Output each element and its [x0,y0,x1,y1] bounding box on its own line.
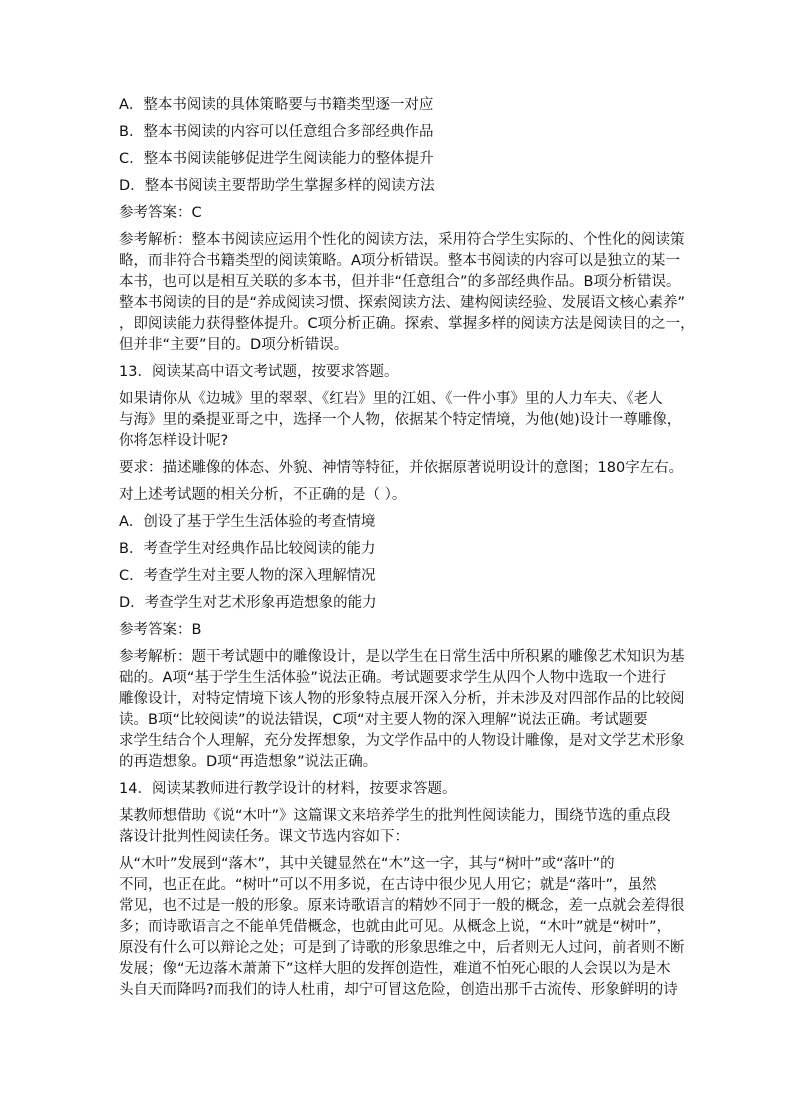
text-line: 整本书阅读的目的是“养成阅读习惯、探索阅读方法、建构阅读经验、发展语文核心素养” [119,295,686,311]
q12-answer [119,203,684,224]
q12-option-d [119,176,684,197]
text-line: 不同，也正在此。“树叶”可以不用多说，在古诗中很少见人用它；就是“落叶”，虽然 [119,877,657,893]
q13-question [119,485,684,506]
text-line: 础的。A项“基于学生生活体验”说法正确。考试题要求学生从四个人物中选取一个进行 [119,670,666,686]
text-line: D．考查学生对艺术形象再造想象的能力 [119,595,377,611]
q13-material [119,389,684,452]
text-line: 发展；像“无边落木萧萧下”这样大胆的发挥创造性，难道不怕死心眼的人会误以为是木 [119,961,671,977]
text-line: ，即阅读能力获得整体提升。C项分析正确。探索、掌握多样的阅读方法是阅读目的之一， [119,316,695,332]
q12-option-a [119,95,684,116]
q14-title [119,779,684,800]
text-line: C．整本书阅读能够促进学生阅读能力的整体提升 [119,151,434,167]
text-line: 与海》里的桑提亚哥之中，选择一个人物，依据某个特定情境，为他(她)设计一尊雕像， [119,412,682,428]
text-line: B．考查学生对经典作品比较阅读的能力 [119,541,376,557]
text-line: 读。B项“比较阅读”的说法错误，C项“对主要人物的深入理解”说法正确。考试题要 [119,712,648,728]
text-line: 某教师想借助《说“木叶”》这篇课文来培养学生的批判性阅读能力，围绕节选的重点段 [119,808,671,824]
text-line: 落设计批判性阅读任务。课文节选内容如下： [119,829,409,845]
q13-answer [119,620,684,641]
text-line: A．整本书阅读的具体策略要与书籍类型逐一对应 [119,97,434,113]
text-line: 13．阅读某高中语文考试题，按要求答题。 [119,364,399,380]
text-line: C．考查学生对主要人物的深入理解情况 [119,568,376,584]
text-line: 的再造想象。D项“再造想象”说法正确。 [119,754,378,770]
text-line: 常见，也不过是一般的形象。原来诗歌语言的精妙不同于一般的概念，差一点就会差得很 [119,898,685,914]
text-line: B．整本书阅读的内容可以任意组合多部经典作品 [119,124,434,140]
text-line: 但并非“主要”目的。D项分析错误。 [119,337,349,353]
text-line: 你将怎样设计呢? [119,433,229,449]
text-line: 头自天而降吗?而我们的诗人杜甫，却宁可冒这危险，创造出那千古流传、形象鲜明的诗 [119,982,678,998]
q12-option-c [119,149,684,170]
text-line: 原没有什么可以辩论之处；可是到了诗歌的形象思维之中，后者则无人过问，前者则不断 [119,940,685,956]
text-line: 本书，也可以是相互关联的多本书，但并非“任意组合”的多部经典作品。B项分析错误。 [119,274,681,290]
text-line: 参考解析：整本书阅读应运用个性化的阅读方法，采用符合学生实际的、个性化的阅读策 [119,232,685,248]
q13-analysis [119,647,684,773]
text-line: 要求：描述雕像的体态、外貌、神情等特征，并依据原著说明设计的意图；180字左右。 [119,460,684,476]
text-line: 求学生结合个人理解，充分发挥想象，为文学作品中的人物设计雕像，是对文学艺术形象 [119,733,685,749]
text-line: D．整本书阅读主要帮助学生掌握多样的阅读方法 [119,178,435,194]
q13-title [119,362,684,383]
q13-option-b [119,539,684,560]
text-line: 如果请你从《边城》里的翠翠、《红岩》里的江姐、《一件小事》里的人力车夫、《老人 [119,391,663,407]
q14-material [119,806,684,848]
text-line: 多；而诗歌语言之不能单凭借概念，也就由此可见。从概念上说，“木叶”就是“树叶”， [119,919,672,935]
document-page [119,95,695,1007]
q14-excerpt [119,854,684,1001]
text-line: 14．阅读某教师进行教学设计的材料，按要求答题。 [119,781,457,797]
q13-option-a [119,512,684,533]
q13-option-d [119,593,684,614]
text-line: 对上述考试题的相关分析，不正确的是（ ）。 [119,487,407,503]
q13-option-c [119,566,684,587]
text-line: 略，而非符合书籍类型的阅读策略。A项分析错误。整本书阅读的内容可以是独立的某一 [119,253,680,269]
q13-requirement [119,458,684,479]
q12-analysis [119,230,695,356]
text-line: A．创设了基于学生生活体验的考查情境 [119,514,376,530]
text-line: 雕像设计，对特定情境下该人物的形象特点展开深入分析，并未涉及对四部作品的比较阅 [119,691,685,707]
text-line: 从“木叶”发展到“落木”，其中关键显然在“木”这一字，其与“树叶”或“落叶”的 [119,856,615,872]
text-line: 参考解析：题干考试题中的雕像设计，是以学生在日常生活中所积累的雕像艺术知识为基 [119,649,685,665]
text-line: 参考答案：C [119,205,202,221]
q12-option-b [119,122,684,143]
text-line: 参考答案：B [119,622,202,638]
